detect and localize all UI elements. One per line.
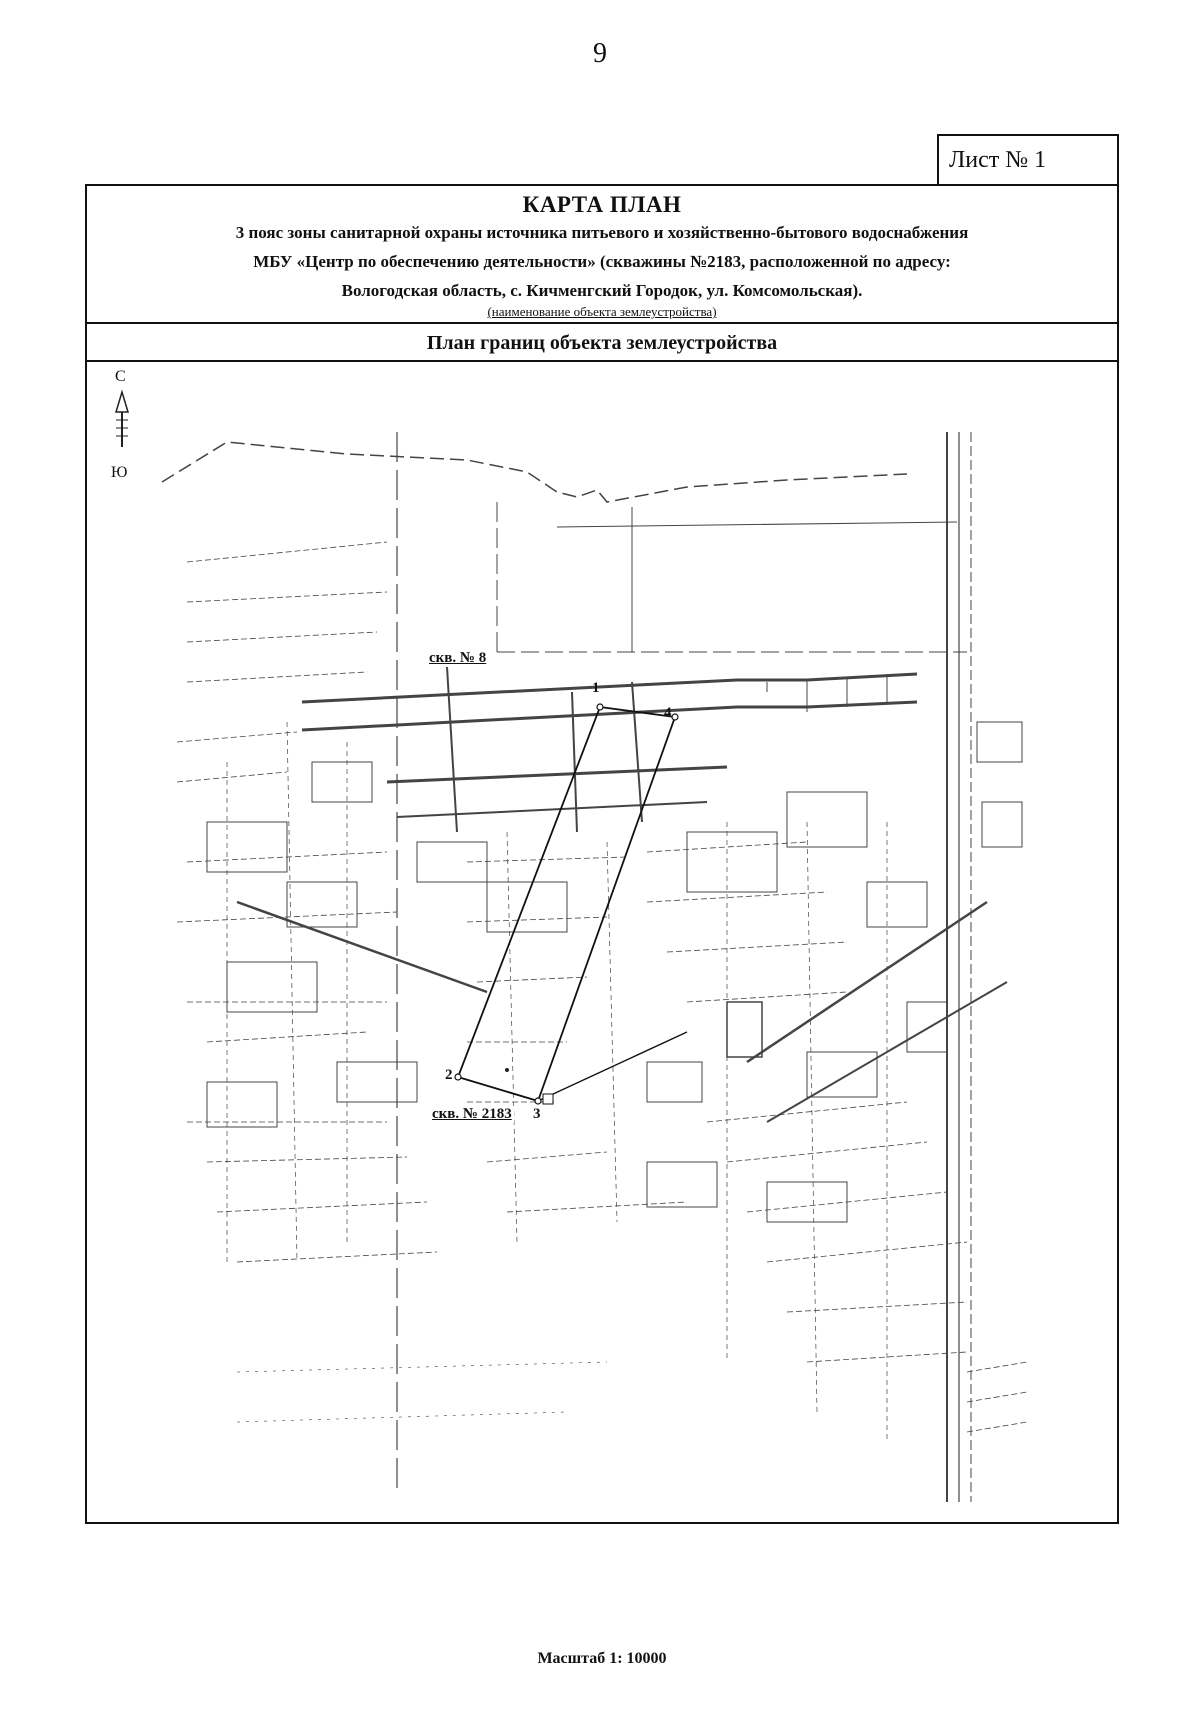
vertex-label-3: 3 bbox=[533, 1106, 541, 1122]
map-background bbox=[162, 432, 1027, 1502]
well-2183-label: скв. № 2183 bbox=[432, 1106, 512, 1122]
map-frame bbox=[85, 184, 1119, 1667]
vertex-label-4: 4 bbox=[664, 705, 672, 721]
compass-south-label: Ю bbox=[111, 464, 128, 481]
compass-arrow-icon bbox=[116, 392, 128, 447]
well-8-label: скв. № 8 bbox=[429, 650, 487, 666]
vertex-label-2: 2 bbox=[445, 1067, 453, 1083]
protection-zone-boundary bbox=[458, 707, 687, 1101]
header-line-1: 3 пояс зоны санитарной охраны источника питьевого и хозяйственно-бытового водоснабжения bbox=[235, 223, 969, 242]
map-area bbox=[87, 362, 1117, 1667]
header-caption bbox=[87, 304, 1117, 320]
well-2183-marker bbox=[543, 1094, 553, 1104]
vertex-label-1: 1 bbox=[592, 680, 600, 696]
map-drawing bbox=[87, 362, 1117, 1526]
plan-title: План границ объекта землеустройства bbox=[87, 324, 1117, 362]
compass-north-label: С bbox=[115, 368, 126, 385]
page-number: 9 bbox=[593, 38, 607, 69]
object-name-caption: (наименование объекта землеустройства) bbox=[487, 304, 717, 319]
header-block bbox=[87, 186, 1117, 324]
sheet-label: Лист № 1 bbox=[937, 134, 1119, 186]
header-title: КАРТА ПЛАН bbox=[522, 192, 682, 217]
map-scale: Масштаб 1: 10000 bbox=[537, 1650, 667, 1667]
header-line-2: МБУ «Центр по обеспечению деятельности» (скважины №2183, расположенной по адресу: bbox=[253, 252, 951, 271]
header-line-3: Вологодская область, с. Кичменгский Городок, ул. Комсомольская). bbox=[341, 281, 863, 300]
zone-inner-point bbox=[505, 1068, 509, 1072]
